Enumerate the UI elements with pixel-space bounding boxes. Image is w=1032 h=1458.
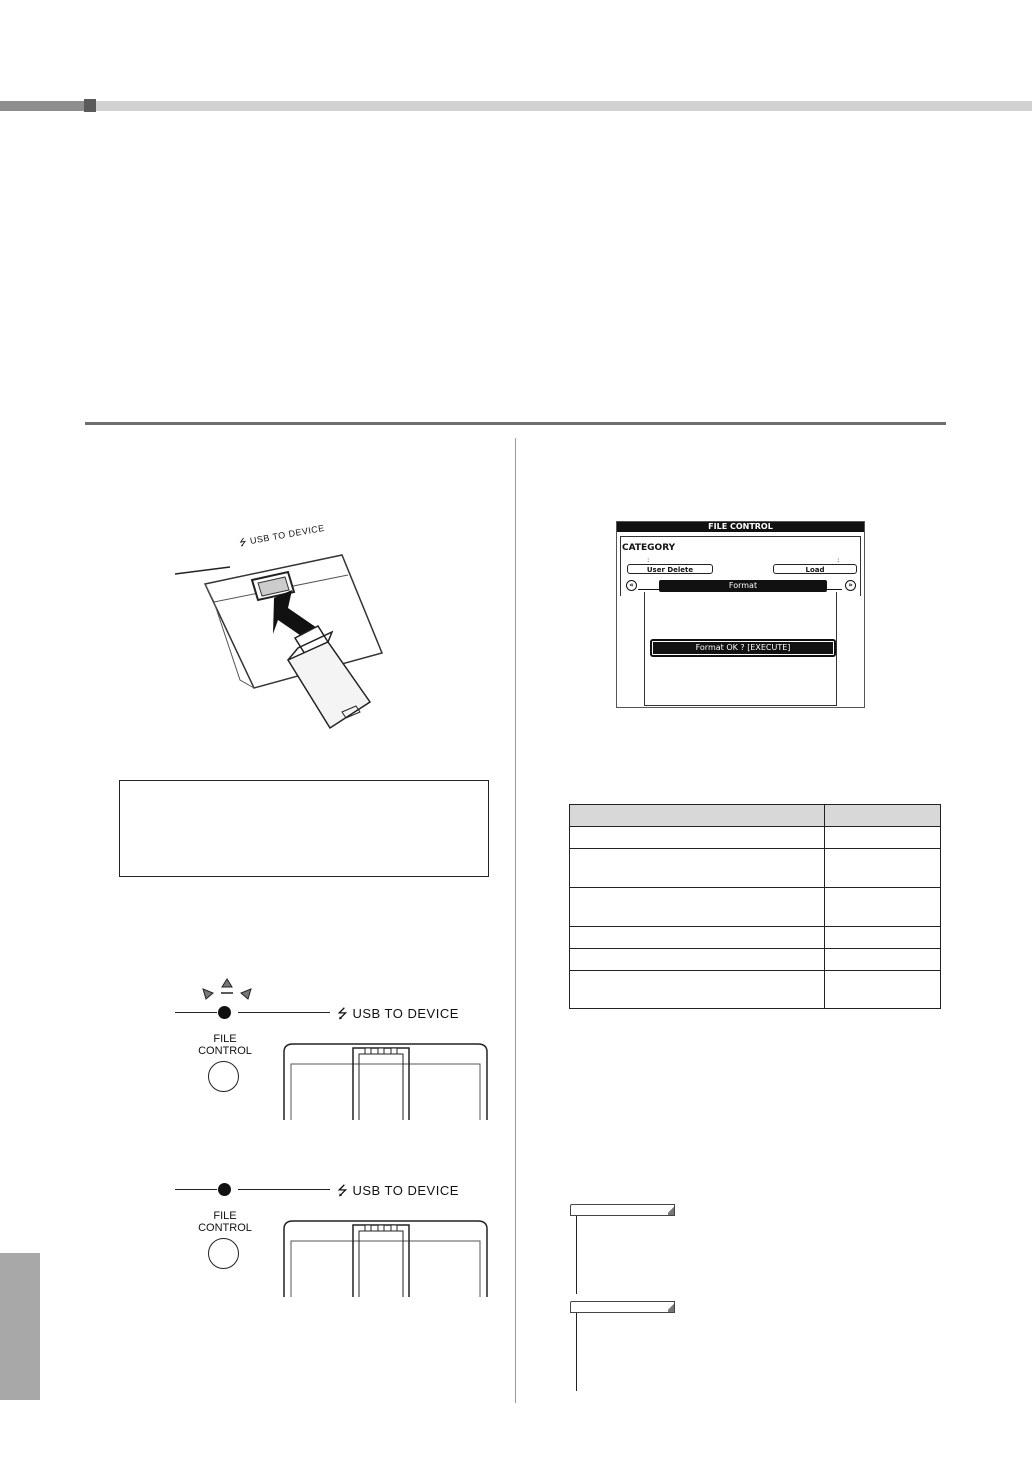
- fast-forward-icon[interactable]: »: [845, 580, 856, 591]
- file-control-button[interactable]: [208, 1061, 239, 1092]
- note-box: [119, 780, 489, 877]
- usb-to-device-label: USB TO DEVICE: [352, 1183, 459, 1198]
- header-bar-right: [96, 101, 1032, 111]
- table-cell: [570, 888, 825, 927]
- table-cell: [825, 849, 941, 888]
- column-divider: [515, 438, 516, 1403]
- category-item-user-delete[interactable]: User Delete: [627, 564, 713, 574]
- category-label: CATEGORY: [622, 543, 676, 553]
- file-control-lamp: [218, 1183, 231, 1196]
- file-control-label-line1: FILE: [213, 1210, 237, 1222]
- section-divider: [85, 422, 946, 425]
- header-marker: [84, 99, 96, 112]
- file-control-lamp: [218, 1006, 231, 1019]
- right-bracket: [827, 585, 842, 590]
- left-item-marker: :: [647, 556, 650, 564]
- file-control-label-line2: CONTROL: [198, 1222, 252, 1234]
- usb-socket-icon: [283, 1219, 488, 1297]
- table-cell: [570, 949, 825, 971]
- usb-drive-icon: [170, 520, 395, 740]
- table-row: [570, 949, 941, 971]
- file-control-label-line1: FILE: [213, 1033, 237, 1045]
- header-bar-left: [0, 101, 84, 111]
- tag-corner: [668, 1205, 674, 1215]
- table-row: [570, 827, 941, 849]
- file-control-label-line2: CONTROL: [198, 1045, 252, 1057]
- table-cell: [570, 927, 825, 949]
- usb-symbol-icon: ⭍: [238, 536, 251, 548]
- format-tab[interactable]: Format: [659, 580, 827, 592]
- table-row: [570, 888, 941, 927]
- usb-port-label: USB TO DEVICE: [249, 522, 326, 546]
- usb-symbol-icon: ⭍: [337, 1006, 353, 1021]
- left-bracket: [638, 585, 659, 590]
- table-row: [570, 927, 941, 949]
- table-row: [570, 971, 941, 1009]
- chapter-side-tab: [0, 1253, 40, 1400]
- table-header-cell: [570, 805, 825, 827]
- note-tag-rule: [576, 1313, 577, 1391]
- table-cell: [825, 888, 941, 927]
- table-cell: [825, 927, 941, 949]
- note-tag: [570, 1301, 675, 1313]
- format-confirm-prompt[interactable]: Format OK ? [EXECUTE]: [650, 639, 836, 657]
- usb-to-device-label: USB TO DEVICE: [352, 1006, 459, 1021]
- file-control-steady-illustration: [175, 1152, 490, 1297]
- category-item-load[interactable]: Load: [773, 564, 857, 574]
- file-control-blinking-illustration: [175, 975, 490, 1120]
- note-tag: [570, 1204, 675, 1216]
- usb-socket-icon: [283, 1042, 488, 1120]
- file-control-button[interactable]: [208, 1238, 239, 1269]
- note-tag-rule: [576, 1216, 577, 1294]
- info-table: [569, 804, 941, 1009]
- right-item-marker: :: [837, 556, 840, 564]
- file-control-screen: [616, 521, 865, 708]
- table-cell: [570, 971, 825, 1009]
- screen-title: FILE CONTROL: [617, 522, 864, 532]
- table-header-cell: [825, 805, 941, 827]
- usb-insert-illustration: [170, 520, 395, 740]
- table-row: [570, 849, 941, 888]
- tag-corner: [668, 1302, 674, 1312]
- blinking-indicator-icon: [197, 975, 257, 1005]
- table-cell: [825, 971, 941, 1009]
- table-header-row: [570, 805, 941, 827]
- table-cell: [570, 827, 825, 849]
- table-cell: [825, 949, 941, 971]
- table-cell: [570, 849, 825, 888]
- table-cell: [825, 827, 941, 849]
- usb-symbol-icon: ⭍: [337, 1183, 353, 1198]
- rewind-icon[interactable]: «: [626, 580, 637, 591]
